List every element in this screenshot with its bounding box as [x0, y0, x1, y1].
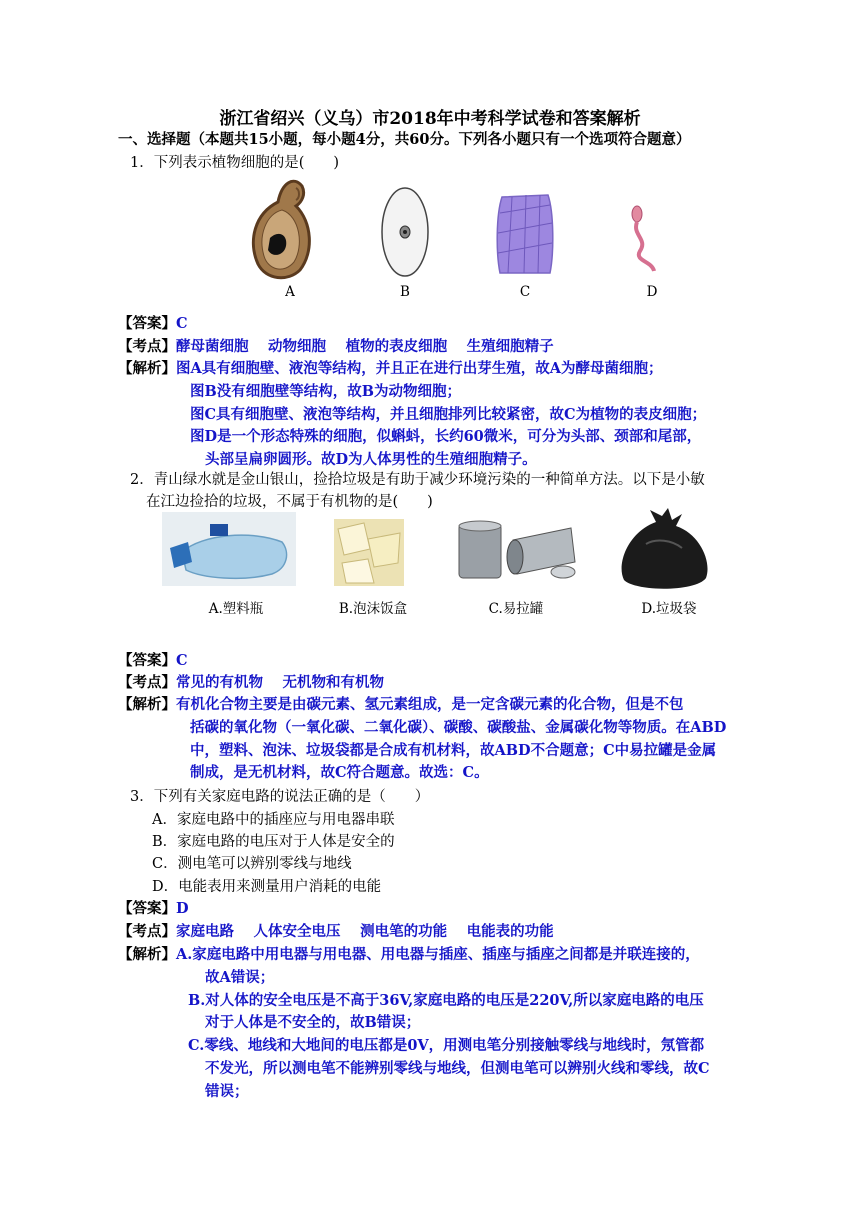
q1-stem: 1．下列表示植物细胞的是( ) — [130, 155, 340, 171]
analysis-line: 故A错误； — [205, 969, 275, 986]
point-value: 家庭电路 人体安全电压 测电笔的功能 电能表的功能 — [176, 923, 554, 940]
q2-figure-trash-bag — [616, 508, 714, 592]
answer-tag: 【答案】 — [118, 315, 176, 332]
analysis-line: 图C具有细胞壁、液泡等结构，并且细胞排列比较紧密，故C为植物的表皮细胞； — [190, 406, 707, 423]
q1-answer — [118, 312, 188, 333]
q2-option-b-label: B.泡沫饭盒 — [338, 601, 408, 617]
analysis-line: 图D是一个形态特殊的细胞，似蝌蚪，长约60微米，可分为头部、颈部和尾部， — [190, 428, 702, 445]
analysis-line: A.家庭电路中用电器与用电器、用电器与插座、插座与插座之间都是并联连接的， — [176, 946, 700, 963]
q3-option-a: A．家庭电路中的插座应与用电器串联 — [152, 812, 395, 828]
q1-option-c-label: C — [519, 284, 531, 300]
q1-option-b-label: B — [400, 284, 410, 300]
q1-figure-c — [494, 193, 556, 275]
q2-stem-line: 2．青山绿水就是金山银山，捡拾垃圾是有助于减少环境污染的一种简单方法。以下是小敏 — [130, 472, 705, 488]
point-value: 酵母菌细胞 动物细胞 植物的表皮细胞 生殖细胞精子 — [176, 338, 554, 355]
answer-value: C — [176, 652, 188, 669]
analysis-line: 图B没有细胞壁等结构，故B为动物细胞； — [190, 383, 462, 400]
q1-figure-b — [380, 186, 430, 278]
q2-figure-can — [453, 518, 579, 584]
q3-points — [118, 920, 554, 941]
analysis-line: 括碳的氧化物（一氧化碳、二氧化碳）、碳酸、碳酸盐、金属碳化物等物质。在ABD — [190, 719, 727, 736]
q1-option-a-label: A — [285, 284, 295, 300]
point-value: 常见的有机物 无机物和有机物 — [176, 674, 385, 691]
analysis-line: C.零线、地线和大地间的电压都是0V，用测电笔分别接触零线与地线时，氖管都 — [188, 1037, 705, 1054]
q2-option-d-label: D.垃圾袋 — [641, 601, 697, 617]
answer-value: D — [176, 900, 189, 917]
q2-answer — [118, 649, 188, 670]
page-title: 浙江省绍兴（义乌）市2018年中考科学试卷和答案解析 — [219, 109, 641, 129]
answer-tag: 【答案】 — [118, 652, 176, 669]
q2-points — [118, 671, 384, 692]
analysis-line: 错误； — [205, 1083, 249, 1100]
analysis-tag: 【解析】 — [118, 696, 176, 713]
point-tag: 【考点】 — [118, 674, 176, 691]
q1-points — [118, 335, 554, 356]
q2-figure-bottle — [162, 512, 296, 586]
q2-option-c-label: C.易拉罐 — [488, 601, 544, 617]
q3-option-b: B．家庭电路的电压对于人体是安全的 — [152, 834, 395, 850]
q2-stem-line: 在江边捡拾的垃圾，不属于有机物的是( ) — [146, 494, 433, 510]
q3-option-d: D．电能表用来测量用户消耗的电能 — [152, 879, 382, 895]
q3-answer — [118, 897, 189, 918]
section-heading: 一、选择题（本题共15小题，每小题4分，共60分。下列各小题只有一个选项符合题意） — [118, 131, 691, 148]
q1-option-d-label: D — [646, 284, 658, 300]
analysis-line: 中，塑料、泡沫、垃圾袋都是合成有机材料，故ABD不合题意；C中易拉罐是金属 — [190, 742, 717, 759]
q2-analysis — [118, 693, 684, 714]
q3-analysis — [118, 943, 700, 964]
q3-option-c: C．测电笔可以辨别零线与地线 — [152, 856, 352, 872]
q2-option-a-label: A.塑料瓶 — [208, 601, 264, 617]
q1-analysis — [118, 357, 663, 378]
analysis-line: B.对人体的安全电压是不高于36V,家庭电路的电压是220V,所以家庭电路的电压 — [188, 992, 704, 1009]
point-tag: 【考点】 — [118, 923, 176, 940]
analysis-line: 头部呈扁卵圆形。故D为人体男性的生殖细胞精子。 — [205, 451, 537, 468]
q1-figure-d — [626, 205, 660, 275]
analysis-line: 对于人体是不安全的，故B错误； — [205, 1014, 421, 1031]
q3-stem: 3．下列有关家庭电路的说法正确的是（ ） — [130, 789, 430, 805]
answer-tag: 【答案】 — [118, 900, 176, 917]
analysis-line: 不发光，所以测电笔不能辨别零线与地线，但测电笔可以辨别火线和零线，故C — [205, 1060, 710, 1077]
analysis-line: 有机化合物主要是由碳元素、氢元素组成，是一定含碳元素的化合物，但是不包 — [176, 696, 684, 713]
answer-value: C — [176, 315, 188, 332]
q2-figure-foam-box — [334, 519, 404, 586]
analysis-tag: 【解析】 — [118, 946, 176, 963]
point-tag: 【考点】 — [118, 338, 176, 355]
analysis-line: 图A具有细胞壁、液泡等结构，并且正在进行出芽生殖，故A为酵母菌细胞； — [176, 360, 663, 377]
analysis-line: 制成，是无机材料，故C符合题意。故选：C。 — [190, 764, 489, 781]
analysis-tag: 【解析】 — [118, 360, 176, 377]
q1-figure-a — [248, 172, 324, 282]
